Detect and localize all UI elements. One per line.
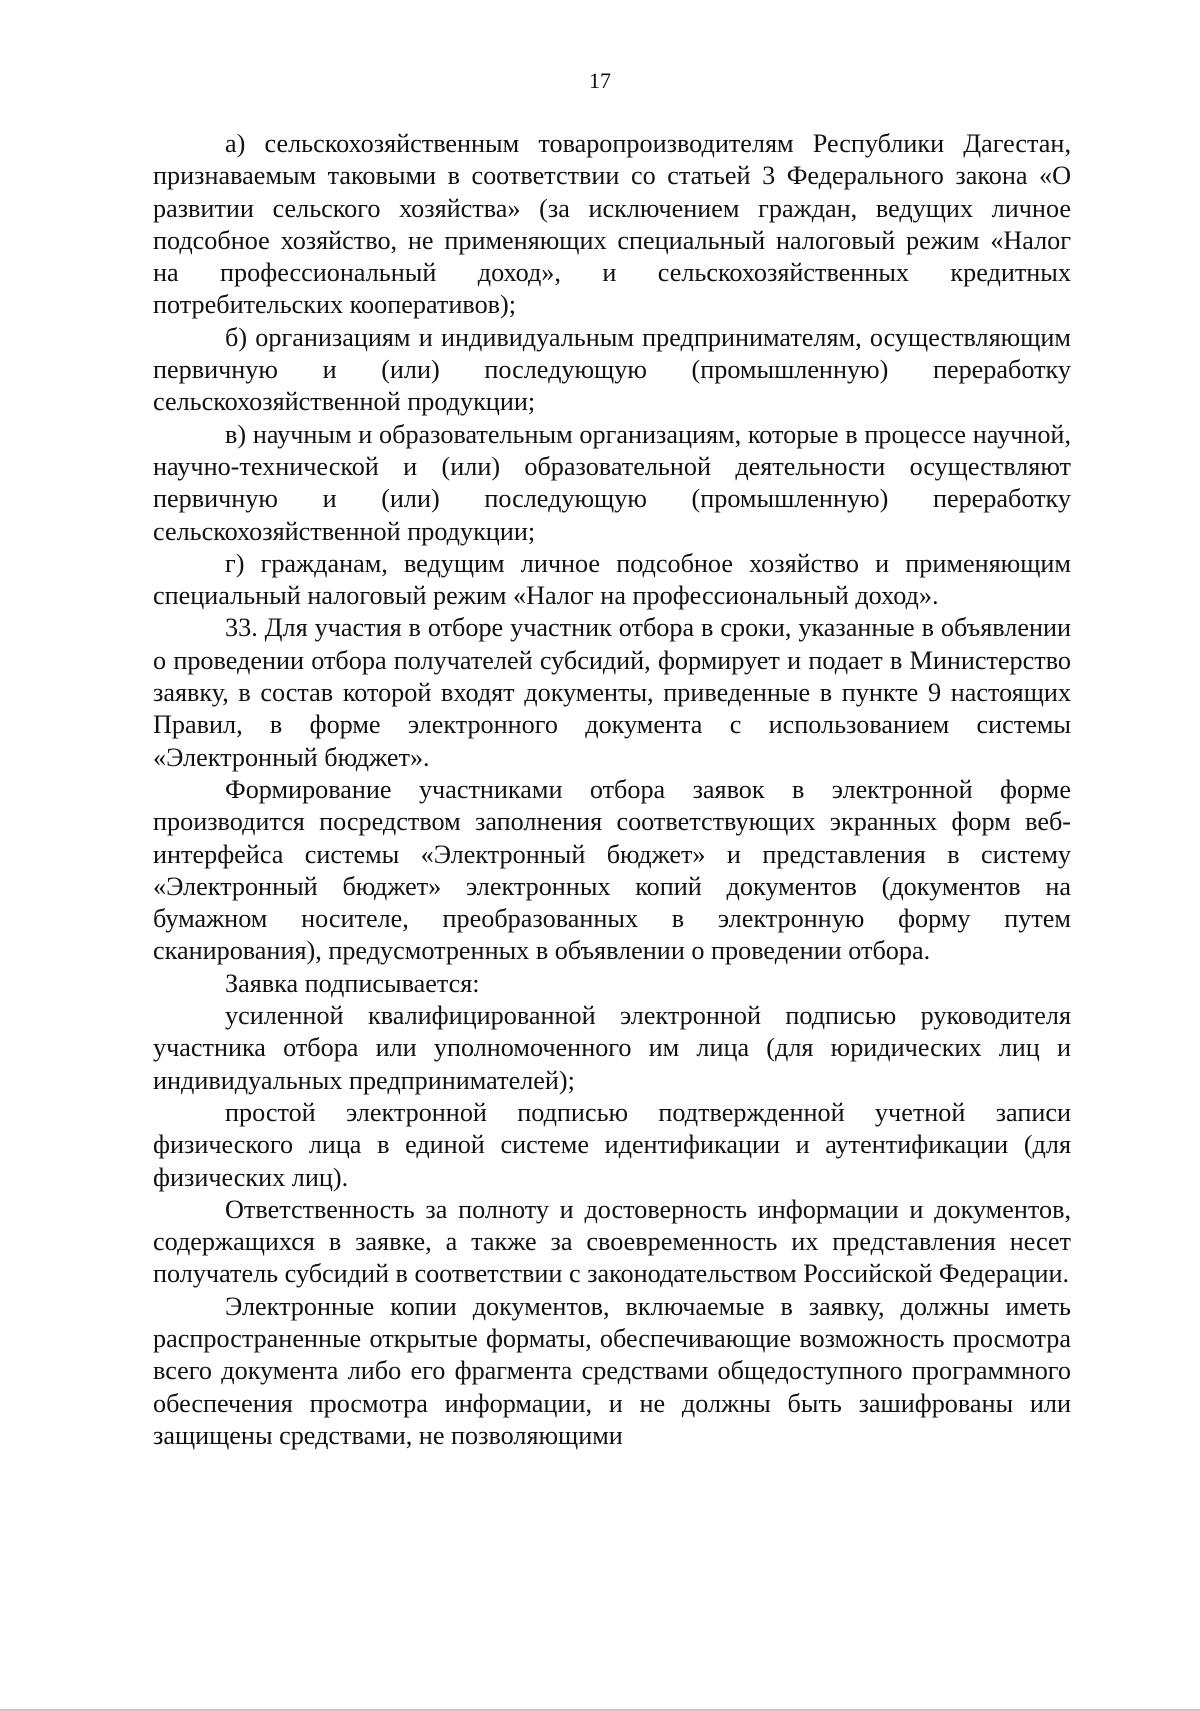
- paragraph-b: б) организациям и индивидуальным предпринимателям, осуществляющим первичную и (или) последующую (промышленную) переработку сельскохозяйственной продукции;: [153, 322, 1071, 417]
- paragraph-a: а) сельскохозяйственным товаропроизводителям Республики Дагестан, признаваемым таковыми в соответствии со статьей 3 Федерального закона «О развитии сельского хозяйства» (за исключением граждан, ведущих личное подсобное хозяйство, не применяющих специальный налоговый режим «Налог на профессиональный доход», и сельскохозяйственных кредитных потребительских кооперативов);: [153, 129, 1071, 320]
- paragraph-33: 33. Для участия в отборе участник отбора в сроки, указанные в объявлении о проведении отбора получателей субсидий, формирует и подает в Министерство заявку, в состав которой входят документы, приведенные в пункте 9 настоящих Правил, в форме электронного документа с использованием системы «Электронный бюджет».: [153, 613, 1071, 772]
- paragraph-forming-applications: Формирование участниками отбора заявок в электронной форме производится посредством заполнения соответствующих экранных форм веб-интерфейса системы «Электронный бюджет» и представления в систему «Электронный бюджет» электронных копий документов (документов на бумажном носителе, преобразованных в электронную форму путем сканирования), предусмотренных в объявлении о проведении отбора.: [153, 774, 1071, 966]
- paragraph-electronic-copies: Электронные копии документов, включаемые в заявку, должны иметь распространенные открытые форматы, обеспечивающие возможность просмотра всего документа либо его фрагмента средствами общедоступного программного обеспечения просмотра информации, и не должны быть зашифрованы или защищены средствами, не позволяющими: [153, 1291, 1071, 1450]
- paragraph-g: г) гражданам, ведущим личное подсобное хозяйство и применяющим специальный налоговый режим «Налог на профессиональный доход».: [153, 548, 1071, 611]
- paragraph-simple-signature: простой электронной подписью подтвержденной учетной записи физического лица в единой системе идентификации и аутентификации (для физических лиц).: [153, 1097, 1071, 1192]
- paragraph-qualified-signature: усиленной квалифицированной электронной подписью руководителя участника отбора или уполномоченного им лица (для юридических лиц и индивидуальных предпринимателей);: [153, 1001, 1071, 1095]
- paragraph-v: в) научным и образовательным организациям, которые в процессе научной, научно-технической и (или) образовательной деятельности осуществляют первичную и (или) последующую (промышленную) переработку сельскохозяйственной продукции;: [153, 419, 1071, 546]
- page-number: 17: [589, 68, 611, 93]
- paragraph-responsibility: Ответственность за полноту и достоверность информации и документов, содержащихся в заявке, а также за своевременность их представления несет получатель субсидий в соответствии с законодательством Российской Федерации.: [153, 1194, 1071, 1289]
- paragraph-application-signed: Заявка подписывается:: [225, 968, 480, 998]
- document-body: [153, 128, 1071, 1452]
